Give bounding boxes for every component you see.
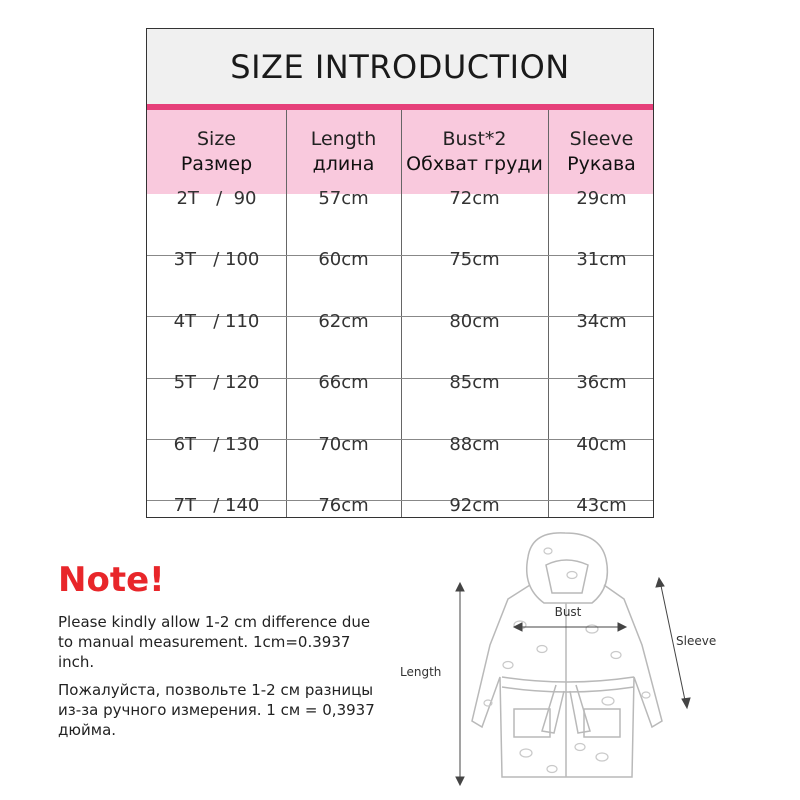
cell-bust: 72cm (449, 188, 500, 209)
cell-size: 3T / 100 (173, 249, 260, 270)
cell-sleeve: 43cm (576, 495, 627, 516)
cell-length: 60cm (318, 249, 369, 270)
col-head-bust-en: Bust*2 (442, 128, 507, 150)
cell-size: 2T / 90 (176, 188, 257, 209)
bust-label: Bust (554, 605, 582, 619)
note-text-ru: Пожалуйста, позвольте 1-2 см разницы из-за ручного измерения. 1 см = 0,3937 дюйма. (58, 681, 375, 739)
col-head-sleeve-en: Sleeve (569, 128, 634, 150)
robe-pattern (484, 548, 650, 773)
cell-size: 5T / 120 (173, 372, 260, 393)
col-head-bust-ru: Обхват груди (406, 153, 543, 175)
cell-sleeve: 34cm (576, 311, 627, 332)
col-head-length-ru: длина (312, 153, 375, 175)
cell-size: 6T / 130 (173, 434, 260, 455)
cell-bust: 88cm (449, 434, 500, 455)
col-head-size-en: Size (196, 128, 236, 150)
cell-size: 4T / 110 (173, 311, 260, 332)
note-text-en: Please kindly allow 1-2 cm difference due to manual measurement. 1cm=0.3937 inch. (58, 613, 371, 671)
cell-length: 62cm (318, 311, 369, 332)
cell-sleeve: 29cm (576, 188, 627, 209)
cell-length: 66cm (318, 372, 369, 393)
cell-bust: 92cm (449, 495, 500, 516)
cell-sleeve: 36cm (576, 372, 627, 393)
table-title: SIZE INTRODUCTION (147, 29, 653, 104)
cell-length: 57cm (318, 188, 369, 209)
sleeve-label: Sleeve (676, 634, 717, 648)
cell-bust: 85cm (449, 372, 500, 393)
length-label: Length (400, 665, 442, 679)
cell-size: 7T / 140 (173, 495, 260, 516)
cell-bust: 80cm (449, 311, 500, 332)
cell-sleeve: 40cm (576, 434, 627, 455)
note-title: Note! (58, 560, 165, 600)
cell-length: 70cm (318, 434, 369, 455)
col-head-sleeve-ru: Рукава (567, 153, 636, 175)
col-head-size-ru: Размер (180, 153, 253, 175)
robe-illustration (472, 533, 662, 777)
cell-length: 76cm (318, 495, 369, 516)
robe-diagram (380, 525, 740, 795)
cell-sleeve: 31cm (576, 249, 627, 270)
cell-bust: 75cm (449, 249, 500, 270)
col-head-length-en: Length (310, 128, 377, 150)
size-table (146, 28, 654, 518)
